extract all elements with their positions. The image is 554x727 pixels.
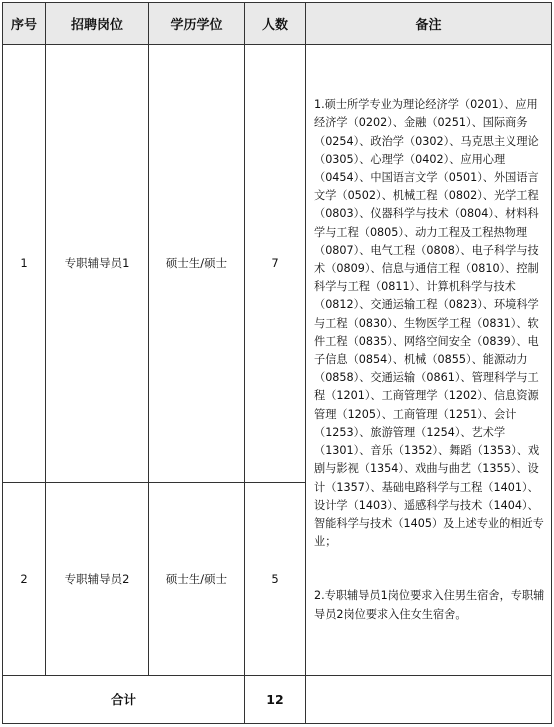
header-degree: 学历学位 — [149, 3, 245, 45]
row-2-serial: 2 — [3, 482, 46, 675]
note-spacer — [314, 551, 545, 587]
row-2-degree: 硕士生/硕士 — [149, 482, 245, 675]
note-2: 2.专职辅导员1岗位要求入住男生宿舍，专职辅导员2岗位要求入住女生宿舍。 — [314, 589, 545, 621]
total-row — [3, 675, 552, 723]
row-1-degree: 硕士生/硕士 — [149, 45, 245, 483]
table-row — [3, 45, 552, 483]
row-1-serial: 1 — [3, 45, 46, 483]
row-2-position: 专职辅导员2 — [46, 482, 149, 675]
notes-cell — [306, 45, 552, 676]
table-header-row — [3, 3, 552, 45]
header-serial-number: 序号 — [3, 3, 46, 45]
header-notes: 备注 — [306, 3, 552, 45]
header-headcount: 人数 — [245, 3, 306, 45]
row-1-count: 7 — [245, 45, 306, 483]
recruitment-table — [2, 2, 552, 724]
total-notes-empty — [306, 675, 552, 723]
total-label: 合计 — [3, 675, 245, 723]
row-1-position: 专职辅导员1 — [46, 45, 149, 483]
row-2-count: 5 — [245, 482, 306, 675]
header-position: 招聘岗位 — [46, 3, 149, 45]
note-1: 1.硕士所学专业为理论经济学（0201）、应用经济学（0202）、金融（0251）、国际商务（0254）、政治学（0302）、马克思主义理论（0305）、心理学（0402）、应用心理（0454）、中国语言文学（0501）、外国语言文学（0502）、机械工程（0802）、光学工程（0803）、仪器科学与技术（0804）、材料科学与工程（0805）、动力工程及工程热物理（0807）、电气工程（0808）、电子科学与技术（0809）、信息与通信工程（0810）、控制科学与工程（0811）、计算机科学与技术（0812）、交通运输工程（0823）、环境科学与工程（0830）、生物医学工程（0831）、软件工程（0835）、网络空间安全（0839）、电子信息（0854）、机械（0855）、能源动力（0858）、交通运输（0861）、管理科学与工程（1201）、工商管理学（1202）、信息资源管理（1205）、工商管理（1251）、会计（1253）、旅游管理（1254）、艺术学（1301）、音乐（1352）、舞蹈（1353）、戏剧与影视（1354）、戏曲与曲艺（1355）、设计（1357）、基础电路科学与工程（1401）、设计学（1403）、遥感科学与技术（1404）、智能科学与技术（1405）及上述专业的相近专业； — [314, 98, 544, 549]
total-count: 12 — [245, 675, 306, 723]
